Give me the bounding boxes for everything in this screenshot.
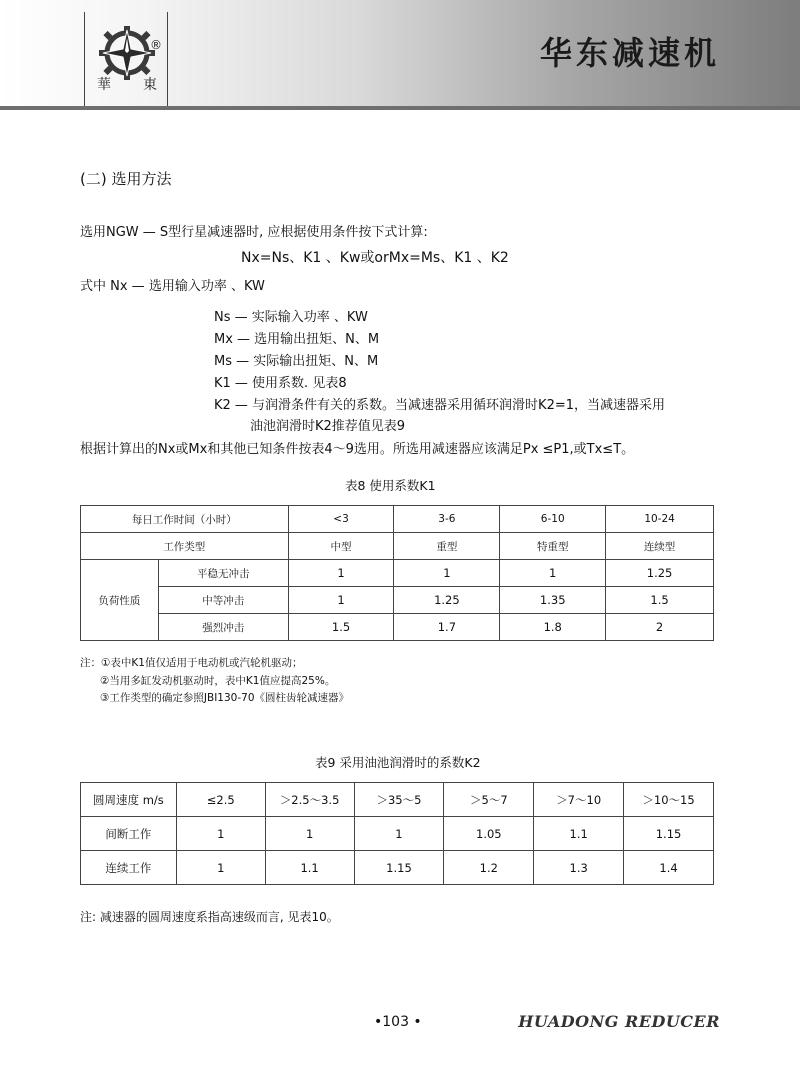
definition-k1: K1 — 使用系数. 见表8 (214, 376, 347, 391)
table-cell: 1 (288, 587, 394, 614)
definition-k2-line1: K2 — 与润滑条件有关的系数。当减速器采用循环润滑时K2=1，当减速器采用 (214, 398, 666, 413)
table-cell: 1.3 (534, 851, 624, 885)
table-row (81, 851, 714, 885)
table-cell: 强烈冲击 (158, 614, 288, 641)
table-cell: 每日工作时间（小时） (81, 506, 289, 533)
table-row (81, 587, 714, 614)
table-cell: 连续型 (606, 533, 714, 560)
table-cell: <3 (288, 506, 394, 533)
table-cell: 中型 (288, 533, 394, 560)
table-cell: 1.8 (500, 614, 606, 641)
table-cell: ＞2.5～3.5 (265, 783, 354, 817)
table-cell: 1 (176, 817, 265, 851)
registered-mark: ® (150, 38, 162, 52)
table-cell: 1.1 (265, 851, 354, 885)
footer-brand: HUADONG REDUCER (518, 1012, 720, 1031)
definition-k2-line2: 油池润滑时K2推荐值见表9 (250, 419, 406, 434)
logo-text (97, 74, 157, 94)
definition-mx: Mx — 选用输出扭矩、N、M (214, 332, 380, 347)
formula: Nx=Ns、K1 、Kw或orMx=Ms、K1 、K2 (241, 250, 509, 266)
header-rule (0, 106, 800, 110)
table-cell: 1.7 (394, 614, 500, 641)
logo-char-right: 東 (143, 77, 157, 93)
table-cell: ＞10～15 (624, 783, 714, 817)
table-cell: 1.5 (606, 587, 714, 614)
table-cell: 工作类型 (81, 533, 289, 560)
table-cell: 1.4 (624, 851, 714, 885)
table-cell: ＞7～10 (534, 783, 624, 817)
table-row (81, 533, 714, 560)
table-cell: 1.15 (354, 851, 444, 885)
definition-ns: Ns — 实际输入功率 、KW (214, 310, 368, 325)
table-cell: 连续工作 (81, 851, 177, 885)
table9-note: 注: 减速器的圆周速度系指高速级而言, 见表10。 (80, 910, 339, 924)
table-cell: 1.5 (288, 614, 394, 641)
table8-title: 表8 使用系数K1 (345, 478, 436, 493)
table-cell: 负荷性质 (81, 560, 159, 641)
page-number: •103 • (374, 1014, 422, 1030)
table-cell: 圆周速度 m/s (81, 783, 177, 817)
table-cell: 1 (394, 560, 500, 587)
table-cell: 1 (176, 851, 265, 885)
table8-note-1: 注：①表中K1值仅适用于电动机或汽轮机驱动； (80, 657, 303, 669)
table-cell: 10-24 (606, 506, 714, 533)
definition-nx: 式中 Nx — 选用输入功率 、KW (80, 279, 265, 294)
table-cell: 1 (265, 817, 354, 851)
section-heading: (二) 选用方法 (80, 170, 172, 188)
table8 (80, 505, 714, 641)
table-cell: 3-6 (394, 506, 500, 533)
table9 (80, 782, 714, 885)
table-cell: 1.35 (500, 587, 606, 614)
table-cell: 1.1 (534, 817, 624, 851)
table-cell: 平稳无冲击 (158, 560, 288, 587)
table-row (81, 783, 714, 817)
gear-star-logo-icon (99, 26, 155, 80)
table-cell: 特重型 (500, 533, 606, 560)
table-cell: 1 (354, 817, 444, 851)
table-row (81, 506, 714, 533)
table-cell: 重型 (394, 533, 500, 560)
table-cell: 1.05 (444, 817, 534, 851)
table-cell: 6-10 (500, 506, 606, 533)
logo-char-left: 華 (97, 77, 111, 93)
table-cell: 1.2 (444, 851, 534, 885)
table-cell: 1 (288, 560, 394, 587)
table-cell: 间断工作 (81, 817, 177, 851)
table8-note-2: ②当用多缸发动机驱动时，表中K1值应提高25%。 (100, 675, 336, 687)
conclusion-text: 根据计算出的Nx或Mx和其他已知条件按表4～9选用。所选用减速器应该满足Px ≤P1,或Tx≤T。 (80, 442, 635, 457)
table-row (81, 614, 714, 641)
definition-ms: Ms — 实际输出扭矩、N、M (214, 354, 379, 369)
intro-text: 选用NGW — S型行星减速器时, 应根据使用条件按下式计算: (80, 225, 428, 240)
table-cell: 2 (606, 614, 714, 641)
table-cell: 1 (500, 560, 606, 587)
table-row (81, 817, 714, 851)
table-cell: ＞35～5 (354, 783, 444, 817)
brand-title: 华东减速机 (539, 34, 720, 72)
table8-note-3: ③工作类型的确定参照JBI130-70《圆柱齿轮减速器》 (100, 692, 349, 704)
table-cell: 1.25 (606, 560, 714, 587)
table-row (81, 560, 714, 587)
table-cell: ＞5～7 (444, 783, 534, 817)
table-cell: 1.25 (394, 587, 500, 614)
table-cell: 中等冲击 (158, 587, 288, 614)
table9-title: 表9 采用油池润滑时的系数K2 (315, 755, 481, 770)
table-cell: ≤2.5 (176, 783, 265, 817)
table-cell: 1.15 (624, 817, 714, 851)
